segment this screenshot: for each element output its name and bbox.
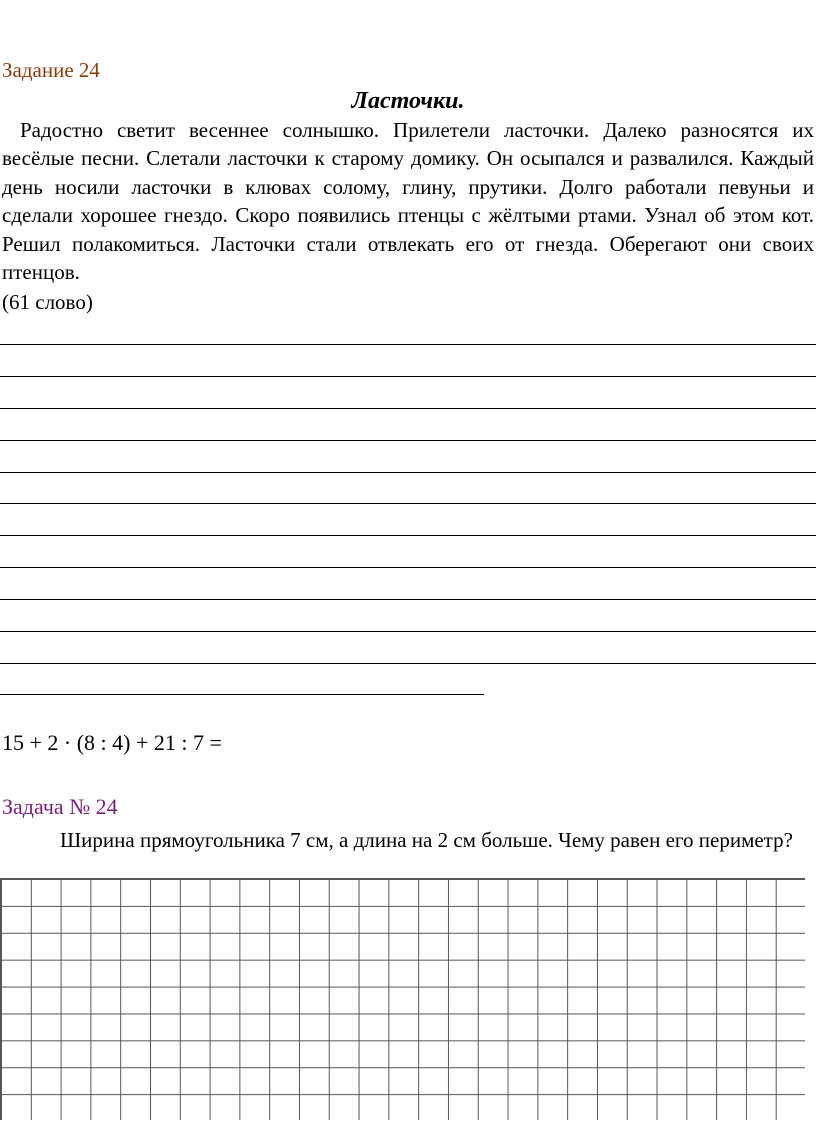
writing-line[interactable] <box>0 631 816 632</box>
writing-line[interactable] <box>0 376 816 377</box>
writing-line[interactable] <box>0 535 816 536</box>
writing-line[interactable] <box>0 503 816 504</box>
task-label: Задание 24 <box>2 58 100 82</box>
writing-line[interactable] <box>0 663 816 664</box>
word-count: (61 слово) <box>2 290 93 314</box>
story-title: Ласточки. <box>351 88 465 114</box>
story-text: Радостно светит весеннее солнышко. Прилетели ласточки. Далеко разносятся их весёлые песни. Слетали ласточки к старому домику. Он осыпался и развалился. Каждый день носили ласточки в клювах солому, глину, прутики. Долго работали певуньи и сделали хорошее гнездо. Скоро появились птенцы с жёлтыми ртами. Узнал об этом кот. Решил полакомиться. Ласточки стали отвлекать его от гнезда. Оберегают они своих птенцов. <box>2 118 814 285</box>
writing-line[interactable] <box>0 599 816 600</box>
writing-line[interactable] <box>0 472 816 473</box>
writing-line[interactable] <box>0 344 816 345</box>
writing-line-short[interactable] <box>0 694 484 695</box>
writing-line[interactable] <box>0 440 816 441</box>
writing-line[interactable] <box>0 567 816 568</box>
answer-grid[interactable] <box>0 878 805 1120</box>
problem-label: Задача № 24 <box>2 794 118 819</box>
problem-text: Ширина прямоугольника 7 см, а длина на 2 см больше. Чему равен его периметр? <box>60 828 793 852</box>
writing-line[interactable] <box>0 408 816 409</box>
math-expression: 15 + 2 · (8 : 4) + 21 : 7 = <box>2 730 222 755</box>
